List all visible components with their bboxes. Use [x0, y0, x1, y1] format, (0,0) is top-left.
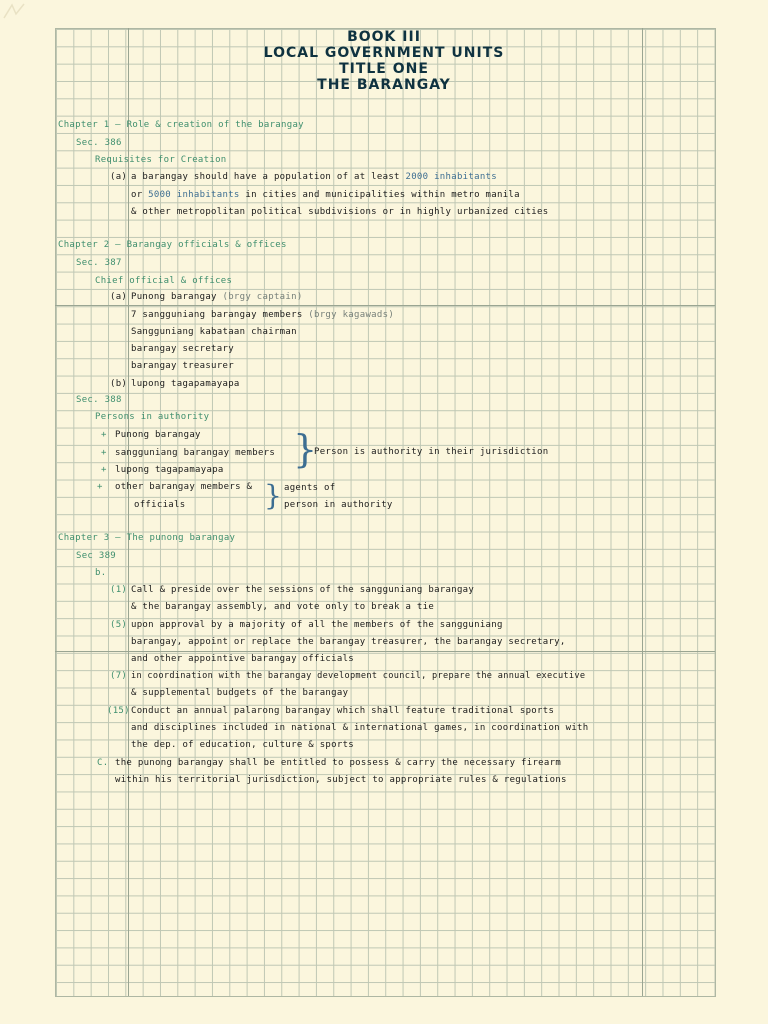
requisite-line-1: a barangay should have a population of at least 2000 inhabitants — [131, 172, 497, 182]
curly-brace-icon: } — [293, 427, 318, 471]
chapter-1-title: Chapter 1 — Role & creation of the barangay — [58, 120, 304, 130]
power-line: Conduct an annual palarong barangay which shall feature traditional sports — [131, 706, 555, 716]
item-marker: (a) — [110, 292, 128, 302]
sub-marker: C. — [97, 758, 109, 768]
margin-line-left — [128, 28, 129, 996]
authority-item: sangguniang barangay members — [115, 448, 276, 458]
authority-item: Punong barangay — [115, 430, 201, 440]
title-number: TITLE ONE — [339, 61, 429, 77]
authority-item: lupong tagapamayapa — [115, 465, 224, 475]
group-label-agents-cont: person in authority — [284, 500, 393, 510]
power-line: the dep. of education, culture & sports — [131, 740, 355, 750]
curly-brace-icon: } — [264, 479, 282, 512]
item-marker: (15) — [107, 706, 130, 716]
requisite-line-2: or 5000 inhabitants in cities and municipalities within metro manila — [131, 190, 520, 200]
group-label-authority: Person is authority in their jurisdiction — [314, 447, 549, 457]
group-label-agents: agents of — [284, 483, 336, 493]
rule-line — [55, 651, 715, 652]
power-line: & the barangay assembly, and vote only to break a tie — [131, 602, 435, 612]
official-line: barangay secretary — [131, 344, 234, 354]
section-386: Sec. 386 — [76, 138, 122, 148]
book-subtitle: LOCAL GOVERNMENT UNITS — [263, 45, 505, 61]
item-marker: (a) — [110, 172, 128, 182]
power-line: Call & preside over the sessions of the sangguniang barangay — [131, 585, 475, 595]
authority-item-cont: officials — [134, 500, 186, 510]
bullet: + — [101, 430, 107, 440]
power-line: and disciplines included in national & international games, in coordination with — [131, 723, 589, 733]
power-line: the punong barangay shall be entitled to possess & carry the necessary firearm — [115, 758, 562, 768]
item-marker: (7) — [110, 671, 128, 681]
section-388: Sec. 388 — [76, 395, 122, 405]
power-line: in coordination with the barangay development council, prepare the annual executive — [131, 671, 586, 681]
chief-official-heading: Chief official & offices — [95, 276, 233, 286]
bullet: + — [101, 465, 107, 475]
corner-scribble — [2, 2, 32, 20]
power-line: & supplemental budgets of the barangay — [131, 688, 349, 698]
rule-line — [55, 305, 715, 306]
chapter-3-title: Chapter 3 — The punong barangay — [58, 533, 236, 543]
bullet: + — [97, 482, 103, 492]
title-name: THE BARANGAY — [317, 77, 451, 93]
official-line: lupong tagapamayapa — [131, 379, 240, 389]
requisites-heading: Requisites for Creation — [95, 155, 227, 165]
sub-marker: b. — [95, 568, 107, 578]
official-line: 7 sangguniang barangay members (brgy kagawads) — [131, 310, 395, 320]
bullet: + — [101, 448, 107, 458]
book-title: BOOK III — [347, 29, 421, 45]
power-line: upon approval by a majority of all the members of the sangguniang — [131, 620, 503, 630]
item-marker: (b) — [110, 379, 128, 389]
official-line: barangay treasurer — [131, 361, 234, 371]
power-line: barangay, appoint or replace the barangay treasurer, the barangay secretary, — [131, 637, 566, 647]
authority-item: other barangay members & — [115, 482, 253, 492]
chapter-2-title: Chapter 2 — Barangay officials & offices — [58, 240, 287, 250]
section-389: Sec 389 — [76, 551, 117, 561]
power-line: and other appointive barangay officials — [131, 654, 355, 664]
section-387: Sec. 387 — [76, 258, 122, 268]
margin-line-right — [642, 28, 643, 996]
item-marker: (1) — [110, 585, 128, 595]
requisite-line-3: & other metropolitan political subdivisions or in highly urbanized cities — [131, 207, 549, 217]
power-line: within his territorial jurisdiction, subject to appropriate rules & regulations — [115, 775, 567, 785]
official-line: Sangguniang kabataan chairman — [131, 327, 297, 337]
item-marker: (5) — [110, 620, 128, 630]
persons-in-authority-heading: Persons in authority — [95, 412, 210, 422]
official-line: Punong barangay (brgy captain) — [131, 292, 303, 302]
